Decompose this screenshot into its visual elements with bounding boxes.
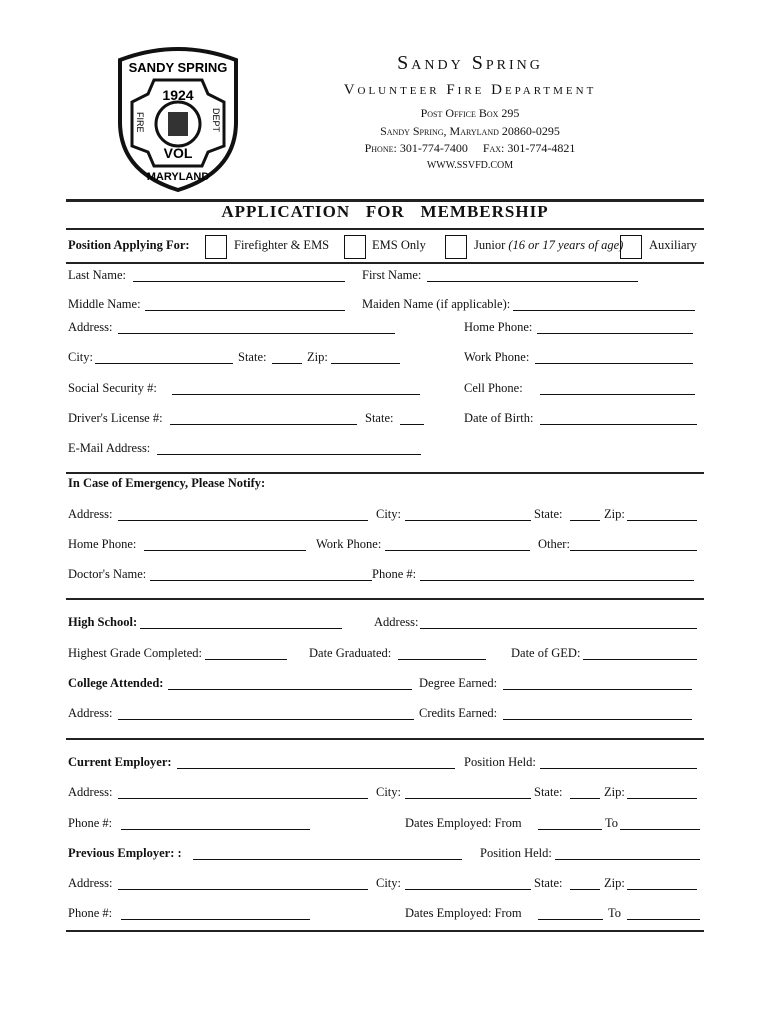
zip-label: Zip: [604,507,625,521]
svg-text:MARYLAND: MARYLAND [146,171,210,183]
svg-text:FIRE: FIRE [135,112,145,133]
divider [66,598,704,600]
city-label: City: [376,785,402,799]
zip-field[interactable] [627,889,697,890]
work-phone-label: Work Phone: [316,537,382,551]
previous-field[interactable] [193,859,462,860]
work-phone-field[interactable] [535,363,693,364]
ssn-label: Social Security #: [68,381,157,395]
address-label: Address: [68,876,113,890]
last-label: Last Name: [68,268,126,282]
email-label: E-Mail Address: [68,441,151,455]
dob-field[interactable] [540,424,697,425]
option-label: Junior (16 or 17 years of age) [474,238,624,252]
checkbox-firefighter-ems[interactable] [205,235,227,259]
org-phone-fax: Phone: 301-774-7400 Fax: 301-774-4821 [364,141,576,155]
credits-field[interactable] [503,719,692,720]
to-field[interactable] [627,919,700,920]
work-phone-field[interactable] [385,550,530,551]
state-field[interactable] [570,798,600,799]
to-field[interactable] [620,829,700,830]
option-label: EMS Only [372,238,426,252]
phone-field[interactable] [121,829,310,830]
page-title: APPLICATION FOR MEMBERSHIP [221,202,549,221]
middle-field[interactable] [145,310,345,311]
last-field[interactable] [133,281,345,282]
home-phone-field[interactable] [144,550,306,551]
previous-label: Previous Employer: : [68,846,182,860]
maiden-label: Maiden Name (if applicable): [362,297,511,311]
address-field[interactable] [118,889,368,890]
dl-field[interactable] [170,424,357,425]
other-label: Other: [538,537,570,551]
dates-label: Dates Employed: From [405,906,522,920]
state-label: State: [534,785,563,799]
dates-label: Dates Employed: From [405,816,522,830]
cell-field[interactable] [540,394,695,395]
svg-text:SANDY SPRING: SANDY SPRING [128,60,228,75]
work-phone-label: Work Phone: [464,350,530,364]
heading-label: In Case of Emergency, Please Notify: [68,476,266,490]
city-label: City: [376,507,402,521]
state-field[interactable] [400,424,424,425]
high-school-label: High School: [68,615,138,629]
home-phone-label: Home Phone: [464,320,533,334]
cell-label: Cell Phone: [464,381,523,395]
maiden-field[interactable] [513,310,695,311]
other-field[interactable] [570,550,697,551]
high-school-field[interactable] [140,628,342,629]
phone-label: Phone #: [68,816,113,830]
svg-text:VOL: VOL [163,145,193,161]
position-label: Position Held: [464,755,536,769]
position-label: Position Applying For: [68,238,190,252]
position-field[interactable] [555,859,700,860]
zip-label: Zip: [604,876,625,890]
divider [66,738,704,740]
address-label: Address: [68,320,113,334]
dob-label: Date of Birth: [464,411,534,425]
zip-field[interactable] [627,520,697,521]
position-label: Position Held: [480,846,552,860]
org-name: Sandy Spring [397,52,543,74]
org-city: Sandy Spring, Maryland 20860-0295 [380,124,560,138]
dates-field[interactable] [538,919,603,920]
first-label: First Name: [362,268,422,282]
grade-label: Highest Grade Completed: [68,646,202,660]
option-label: Auxiliary [649,238,697,252]
state-field[interactable] [272,363,302,364]
to-label: To [605,816,619,830]
divider [66,930,704,932]
phone-field[interactable] [121,919,310,920]
org-pobox: Post Office Box 295 [420,106,520,120]
credits-label: Credits Earned: [419,706,498,720]
address-label: Address: [374,615,419,629]
divider [66,262,704,264]
org-dept: Volunteer Fire Department [343,82,597,98]
address-label: Address: [68,507,113,521]
email-field[interactable] [157,454,421,455]
city-label: City: [376,876,402,890]
address-field[interactable] [420,628,697,629]
college-label: College Attended: [68,676,164,690]
city-field[interactable] [405,798,531,799]
dl-label: Driver's License #: [68,411,163,425]
phone-label: Phone #: [68,906,113,920]
state-label: State: [365,411,394,425]
org-website: WWW.SSVFD.COM [426,160,514,171]
current-label: Current Employer: [68,755,172,769]
state-field[interactable] [570,889,600,890]
zip-label: Zip: [307,350,328,364]
to-label: To [608,906,622,920]
position-field[interactable] [540,768,697,769]
address2-field[interactable] [118,719,414,720]
degree-field[interactable] [503,689,692,690]
state-field[interactable] [570,520,600,521]
city-field[interactable] [95,363,233,364]
address-field[interactable] [118,520,368,521]
home-phone-field[interactable] [537,333,693,334]
address-field[interactable] [118,798,368,799]
svg-text:DEPT: DEPT [211,108,221,133]
current-field[interactable] [177,768,455,769]
address-label: Address: [68,785,113,799]
doctor-field[interactable] [150,580,372,581]
college-field[interactable] [168,689,412,690]
ged-label: Date of GED: [511,646,581,660]
checkbox-junior[interactable] [445,235,467,259]
fire-department-logo [112,42,244,192]
home-phone-label: Home Phone: [68,537,137,551]
address2-label: Address: [68,706,113,720]
zip-field[interactable] [331,363,400,364]
graduated-label: Date Graduated: [309,646,392,660]
degree-label: Degree Earned: [419,676,498,690]
address-field[interactable] [118,333,395,334]
ged-field[interactable] [583,659,697,660]
first-field[interactable] [427,281,638,282]
graduated-field[interactable] [398,659,486,660]
option-label: Firefighter & EMS [234,238,330,252]
state-label: State: [534,507,563,521]
city-field[interactable] [405,520,531,521]
middle-label: Middle Name: [68,297,141,311]
city-label: City: [68,350,94,364]
doctor-label: Doctor's Name: [68,567,147,581]
zip-label: Zip: [604,785,625,799]
dates-field[interactable] [538,829,602,830]
state-label: State: [238,350,267,364]
phone-field[interactable] [420,580,694,581]
checkbox-ems-only[interactable] [344,235,366,259]
zip-field[interactable] [627,798,697,799]
city-field[interactable] [405,889,531,890]
phone-label: Phone #: [372,567,417,581]
grade-field[interactable] [205,659,287,660]
divider [66,472,704,474]
divider [66,228,704,230]
ssn-field[interactable] [172,394,420,395]
state-label: State: [534,876,563,890]
checkbox-auxiliary[interactable] [620,235,642,259]
svg-text:1924: 1924 [162,87,194,103]
